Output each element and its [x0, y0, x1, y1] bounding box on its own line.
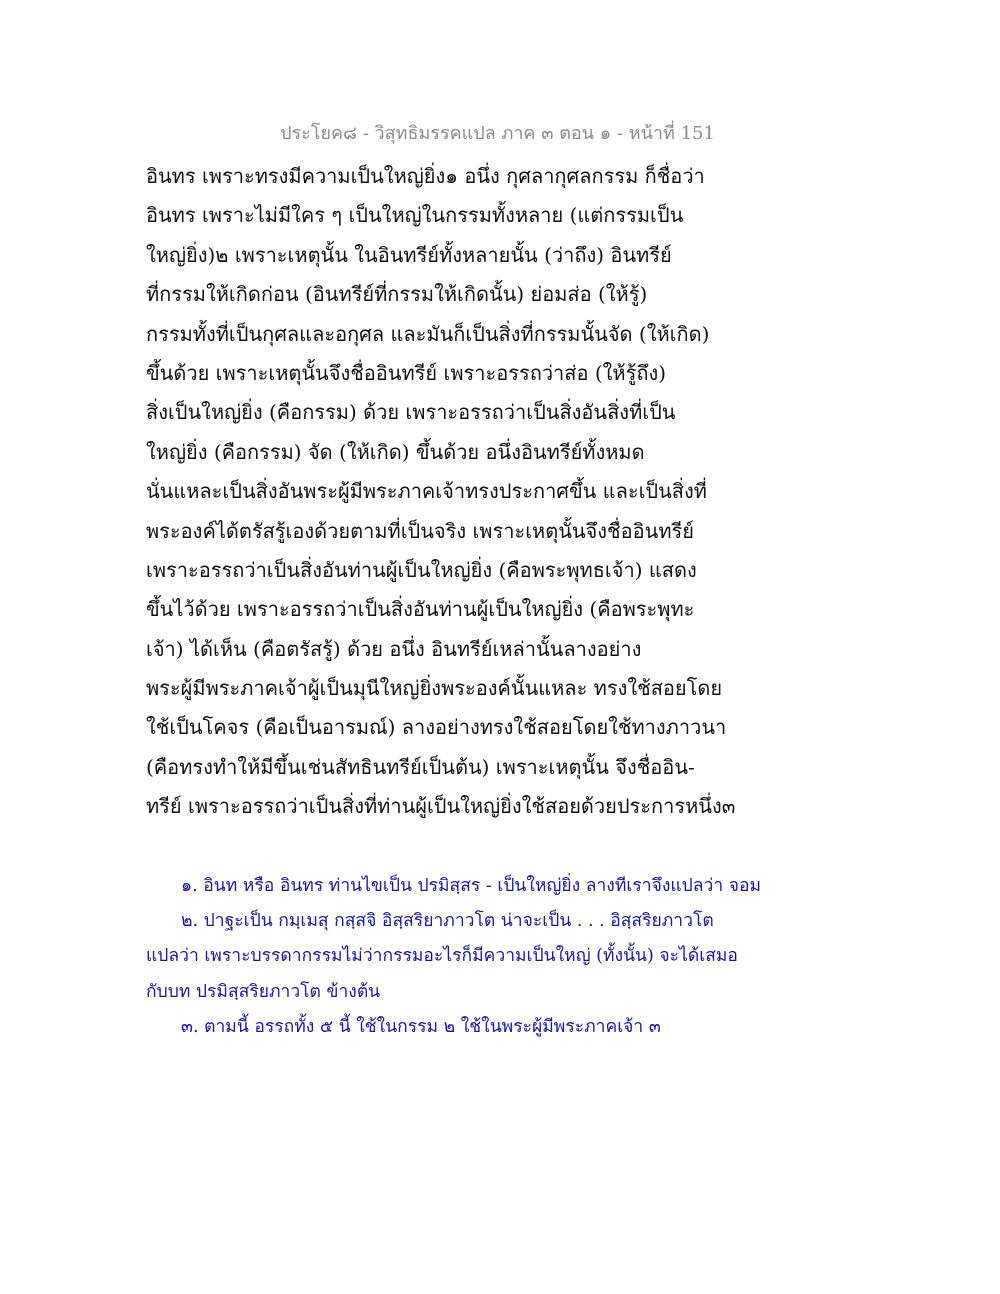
body-line: อินทร เพราะไม่มีใคร ๆ เป็นใหญ่ในกรรมทั้งหลาย (แต่กรรมเป็น: [146, 203, 684, 228]
body-line: ใหญ่ยิ่ง)๒ เพราะเหตุนั้น ในอินทรีย์ทั้งหลายนั้น (ว่าถึง) อินทรีย์: [146, 242, 672, 267]
body-line: เจ้า) ได้เห็น (คือตรัสรู้) ด้วย อนึ่ง อินทรีย์เหล่านั้นลางอย่าง: [146, 636, 642, 661]
footnotes: [146, 869, 846, 1045]
body-line: ขึ้นด้วย เพราะเหตุนั้นจึงชื่ออินทรีย์ เพราะอรรถว่าส่อ (ให้รู้ถึง): [146, 360, 667, 385]
body-line: กรรมทั้งที่เป็นกุศลและอกุศล และมันก็เป็นสิ่งที่กรรมนั้นจัด (ให้เกิด): [146, 321, 710, 346]
body-line: (คือทรงทำให้มีขึ้นเช่นสัทธินทรีย์เป็นต้น) เพราะเหตุนั้น จึงชื่ออิน-: [146, 754, 695, 779]
body-line: ที่กรรมให้เกิดก่อน (อินทรีย์ที่กรรมให้เกิดนั้น) ย่อมส่อ (ให้รู้): [146, 282, 648, 307]
footnote-2-continued: แปลว่า เพราะบรรดากรรมไม่ว่ากรรมอะไรก็มีความเป็นใหญ่ (ทั้งนั้น) จะได้เสมอ: [146, 946, 738, 967]
body-line: นั่นแหละเป็นสิ่งอันพระผู้มีพระภาคเจ้าทรงประกาศขึ้น และเป็นสิ่งที่: [146, 479, 707, 504]
body-line: เพราะอรรถว่าเป็นสิ่งอันท่านผู้เป็นใหญ่ยิ่ง (คือพระพุทธเจ้า) แสดง: [146, 557, 697, 582]
body-line: อินทร เพราะทรงมีความเป็นใหญ่ยิ่ง๑ อนึ่ง กุศลากุศลกรรม ก็ชื่อว่า: [146, 164, 705, 188]
page-header: ประโยค๘ - วิสุทธิมรรคแปล ภาค ๓ ตอน ๑ - หน้าที่ 151: [280, 123, 715, 144]
body-line: พระผู้มีพระภาคเจ้าผู้เป็นมุนีใหญ่ยิ่งพระองค์นั้นแหละ ทรงใช้สอยโดย: [146, 676, 723, 701]
footnote-1: ๑. อินท หรือ อินทร ท่านไขเป็น ปรมิสฺสร - เป็นใหญ่ยิ่ง ลางทีเราจึงแปลว่า จอม: [181, 876, 762, 896]
body-line: ใหญ่ยิ่ง (คือกรรม) จัด (ให้เกิด) ขึ้นด้วย อนึ่งอินทรีย์ทั้งหมด: [146, 439, 645, 464]
footnote-3: ๓. ตามนี้ อรรถทั้ง ๕ นี้ ใช้ในกรรม ๒ ใช้ในพระผู้มีพระภาคเจ้า ๓: [181, 1016, 661, 1037]
body-line: ขึ้นไว้ด้วย เพราะอรรถว่าเป็นสิ่งอันท่านผู้เป็นใหญ่ยิ่ง (คือพระพุทะ: [146, 597, 695, 622]
body-text: [146, 157, 846, 827]
footnote-2-continued: กับบท ปรมิสฺสริยภาวโต ข้างต้น: [146, 981, 381, 1002]
body-line: พระองค์ได้ตรัสรู้เองด้วยตามที่เป็นจริง เพราะเหตุนั้นจึงชื่ออินทรีย์: [146, 518, 694, 543]
body-line: สิ่งเป็นใหญ่ยิ่ง (คือกรรม) ด้วย เพราะอรรถว่าเป็นสิ่งอันสิ่งที่เป็น: [146, 400, 676, 425]
footnote-2: ๒. ปาฐะเป็น กมฺเมสุ กสฺสจิ อิสฺสริยาภาวโต น่าจะเป็น . . . อิสฺสริยภาวโต: [181, 911, 714, 932]
body-line: ทรีย์ เพราะอรรถว่าเป็นสิ่งที่ท่านผู้เป็นใหญ่ยิ่งใช้สอยด้วยประการหนึ่ง๓: [146, 794, 736, 819]
body-line: ใช้เป็นโคจร (คือเป็นอารมณ์) ลางอย่างทรงใช้สอยโดยใช้ทางภาวนา: [146, 715, 727, 740]
